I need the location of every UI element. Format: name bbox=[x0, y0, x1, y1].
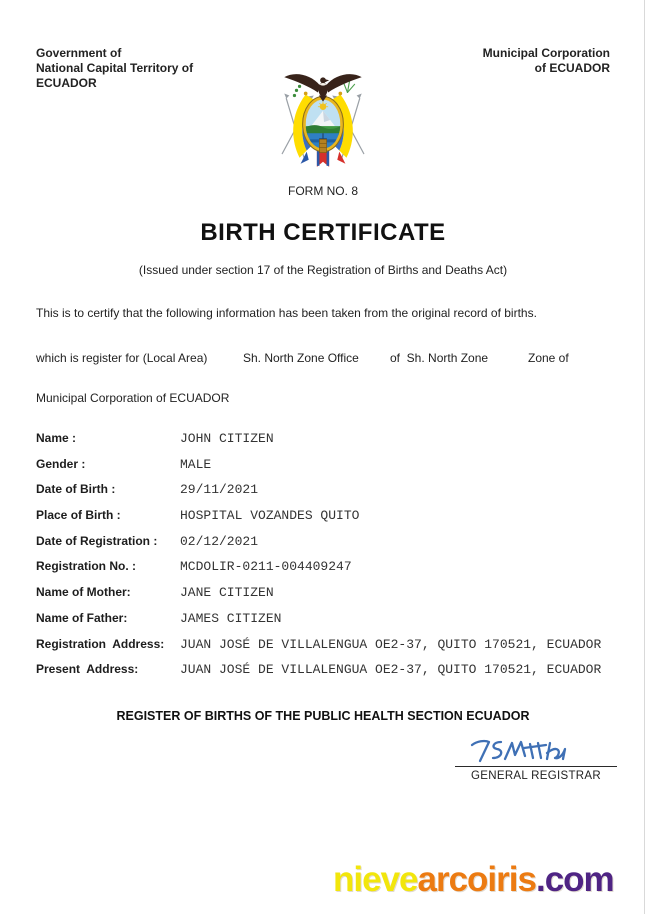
site-watermark bbox=[333, 860, 614, 900]
field-value: JANE CITIZEN bbox=[180, 585, 274, 601]
issuer-left bbox=[36, 46, 193, 91]
field-row-registration-address bbox=[36, 637, 616, 663]
issuer-left-line2: National Capital Territory of bbox=[36, 61, 194, 75]
form-number: FORM NO. 8 bbox=[287, 184, 358, 198]
issuer-right-line2: of ECUADOR bbox=[534, 61, 610, 75]
field-row-name bbox=[36, 431, 616, 457]
certify-statement: This is to certify that the following information has been taken from the original record of births. bbox=[36, 306, 537, 320]
field-label: Registration No. : bbox=[36, 559, 137, 574]
register-line-zone: of Sh. North Zone bbox=[390, 351, 489, 365]
register-area-line bbox=[36, 351, 616, 367]
document-title: BIRTH CERTIFICATE bbox=[200, 219, 446, 246]
field-row-date-of-registration bbox=[36, 534, 616, 560]
field-label: Name of Mother: bbox=[36, 585, 131, 600]
corporation-line: Municipal Corporation of ECUADOR bbox=[36, 391, 230, 405]
field-label: Place of Birth : bbox=[36, 508, 121, 523]
field-label: Date of Birth : bbox=[36, 482, 116, 497]
issuer-right-line1: Municipal Corporation bbox=[482, 46, 610, 60]
field-label: Present Address: bbox=[36, 662, 139, 677]
field-row-place-of-birth bbox=[36, 508, 616, 534]
issuer-right bbox=[483, 46, 610, 76]
field-value: MALE bbox=[180, 456, 212, 472]
field-value: 29/11/2021 bbox=[180, 482, 259, 498]
watermark-part3: .com bbox=[535, 860, 614, 899]
register-of-births-title: REGISTER OF BIRTHS OF THE PUBLIC HEALTH SECTION ECUADOR bbox=[116, 709, 530, 723]
issuer-left-line1: Government of bbox=[36, 46, 122, 60]
ecuador-coat-of-arms-icon bbox=[272, 68, 374, 174]
field-value: JOHN CITIZEN bbox=[180, 431, 274, 446]
field-label: Date of Registration : bbox=[36, 533, 158, 548]
field-label: Gender : bbox=[36, 456, 86, 471]
field-value: MCDOLIR-0211-004409247 bbox=[180, 559, 352, 575]
field-label: Registration Address: bbox=[36, 636, 165, 651]
watermark-part2: arcoiris bbox=[417, 860, 536, 899]
signature-line bbox=[455, 766, 617, 767]
scan-page-edge bbox=[644, 0, 645, 914]
document-subtitle: (Issued under section 17 of the Registration of Births and Deaths Act) bbox=[138, 263, 508, 277]
field-row-father-name bbox=[36, 611, 616, 637]
field-value: 02/12/2021 bbox=[180, 533, 259, 549]
field-value: HOSPITAL VOZANDES QUITO bbox=[180, 508, 360, 524]
field-value: JUAN JOSÉ DE VILLALENGUA OE2-37, QUITO 170521, ECUADOR bbox=[180, 636, 602, 652]
register-line-zone-of: Zone of bbox=[528, 351, 569, 365]
register-line-part1: which is register for (Local Area) bbox=[36, 351, 208, 365]
issuer-left-line3: ECUADOR bbox=[36, 76, 97, 90]
watermark-part1: nieve bbox=[333, 860, 418, 899]
certificate-fields bbox=[36, 431, 616, 688]
field-row-registration-no bbox=[36, 559, 616, 585]
field-row-gender bbox=[36, 457, 616, 483]
field-row-mother-name bbox=[36, 585, 616, 611]
field-row-date-of-birth bbox=[36, 482, 616, 508]
field-label: Name : bbox=[36, 431, 77, 445]
field-value: JAMES CITIZEN bbox=[180, 610, 282, 626]
general-registrar-label: GENERAL REGISTRAR bbox=[471, 770, 601, 782]
field-value: JUAN JOSÉ DE VILLALENGUA OE2-37, QUITO 170521, ECUADOR bbox=[180, 662, 602, 678]
field-row-present-address bbox=[36, 662, 616, 688]
register-line-office: Sh. North Zone Office bbox=[243, 351, 359, 365]
field-label: Name of Father: bbox=[36, 610, 128, 625]
registrar-signature-icon bbox=[466, 735, 584, 765]
